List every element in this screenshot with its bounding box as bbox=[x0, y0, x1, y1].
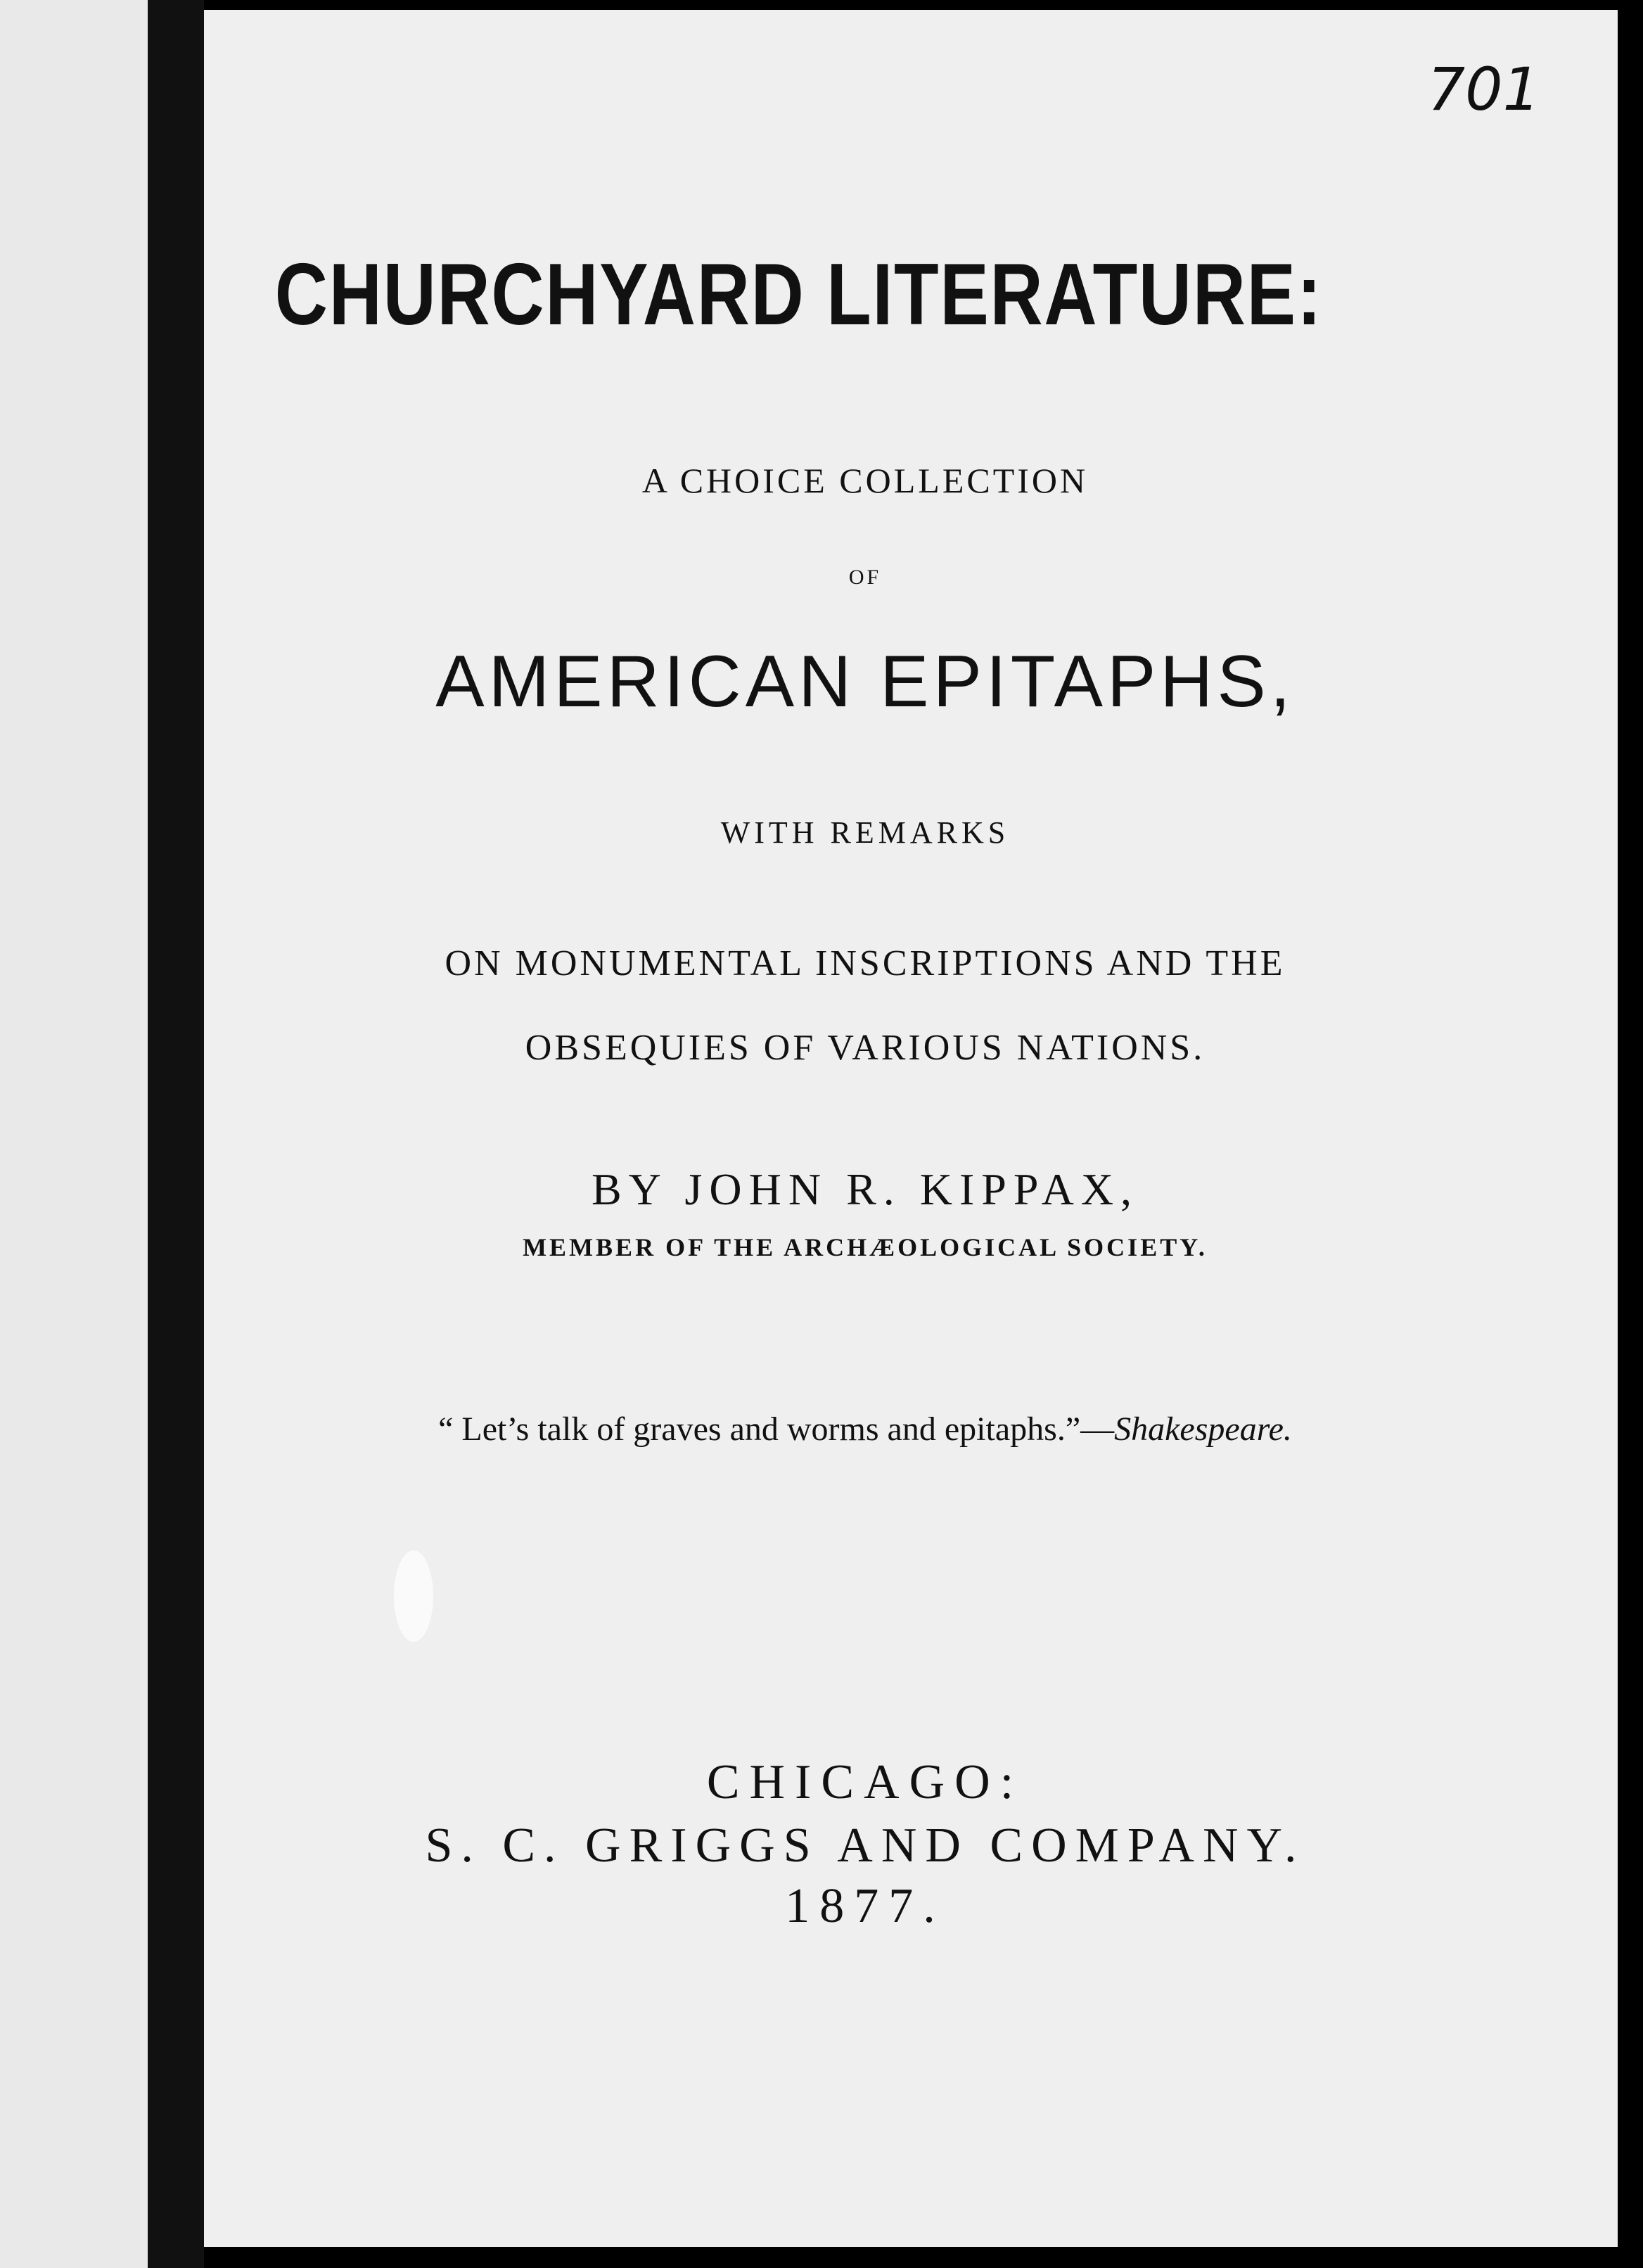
imprint-publisher: S. C. GRIGGS AND COMPANY. bbox=[425, 1818, 1305, 1873]
paper-blemish bbox=[394, 1550, 433, 1642]
author-line: BY JOHN R. KIPPAX, bbox=[591, 1164, 1139, 1214]
epigraph-text: “ Let’s talk of graves and worms and epitaphs.”— bbox=[438, 1410, 1115, 1448]
remarks-line-2: ON MONUMENTAL INSCRIPTIONS AND THE bbox=[445, 943, 1286, 983]
subtitle-main: AMERICAN EPITAPHS, bbox=[435, 641, 1295, 722]
epigraph-attribution: Shakespeare. bbox=[1114, 1410, 1292, 1448]
author-affiliation: MEMBER OF THE ARCHÆOLOGICAL SOCIETY. bbox=[523, 1233, 1208, 1261]
left-page-edge bbox=[0, 0, 148, 2268]
subtitle-of: OF bbox=[848, 566, 882, 589]
title-page bbox=[204, 10, 1618, 2247]
epigraph bbox=[204, 1410, 1470, 1448]
imprint-year: 1877. bbox=[785, 1879, 945, 1933]
book-title: CHURCHYARD LITERATURE: bbox=[274, 246, 1323, 343]
book-spine-shadow bbox=[148, 0, 204, 2268]
subtitle-line-1: A CHOICE COLLECTION bbox=[641, 461, 1089, 500]
imprint-place: CHICAGO: bbox=[706, 1755, 1024, 1809]
handwritten-shelf-mark: 701 bbox=[1427, 55, 1540, 124]
remarks-line-3: OBSEQUIES OF VARIOUS NATIONS. bbox=[525, 1028, 1206, 1068]
remarks-line-1: WITH REMARKS bbox=[720, 815, 1010, 850]
